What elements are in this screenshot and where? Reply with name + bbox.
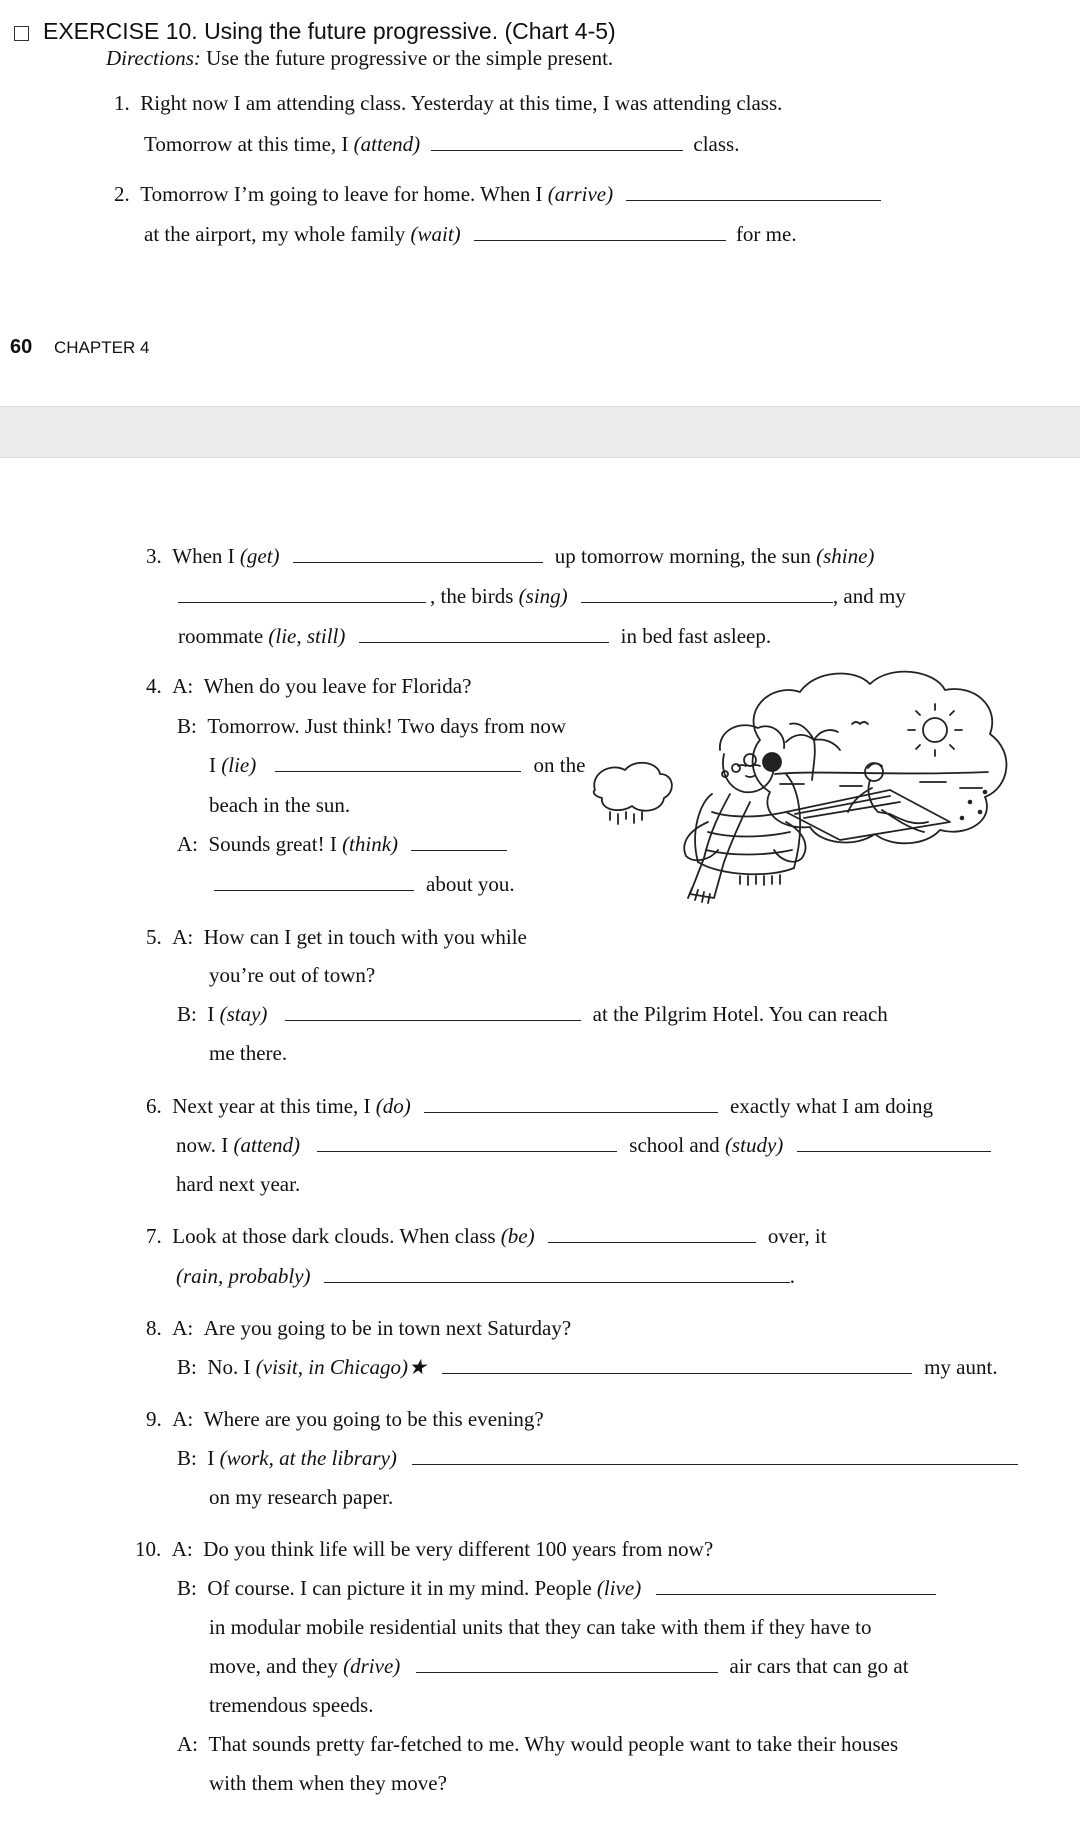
item-1-line-1: 1. Right now I am attending class. Yesterday at this time, I was attending class. (114, 91, 783, 115)
item-4-line-6: about you. (214, 871, 515, 897)
answer-blank[interactable] (431, 150, 683, 151)
answer-blank[interactable] (581, 602, 833, 603)
item-4-line-1: 4. A: When do you leave for Florida? (146, 674, 472, 698)
item-2-line-1: 2. Tomorrow I’m going to leave for home. When I (arrive) (114, 181, 881, 207)
item-5-line-1: 5. A: How can I get in touch with you while (146, 925, 527, 949)
directions-label: Directions: (106, 46, 201, 70)
item-5-line-3: B: I (stay) at the Pilgrim Hotel. You can reach (177, 1002, 888, 1026)
answer-blank[interactable] (548, 1242, 756, 1243)
item-3-line-1: 3. When I (get) up tomorrow morning, the sun (shine) (146, 544, 875, 568)
answer-blank[interactable] (626, 200, 881, 201)
answer-blank[interactable] (797, 1151, 991, 1152)
directions-text: Use the future progressive or the simple present. (206, 46, 614, 70)
answer-blank[interactable] (416, 1672, 718, 1673)
item-4-line-3: I (lie) on the (209, 753, 586, 777)
item-9-line-2: B: I (work, at the library) (177, 1445, 1018, 1471)
item-8-line-1: 8. A: Are you going to be in town next Saturday? (146, 1316, 572, 1340)
item-10-line-2: B: Of course. I can picture it in my mind. People (live) (177, 1575, 936, 1601)
chapter-label: CHAPTER 4 (54, 338, 150, 357)
item-6-line-1: 6. Next year at this time, I (do) exactly what I am doing (146, 1094, 933, 1118)
item-10-line-6: A: That sounds pretty far-fetched to me. Why would people want to take their houses (177, 1732, 899, 1756)
item-10-line-5: tremendous speeds. (209, 1693, 374, 1717)
answer-blank[interactable] (656, 1594, 936, 1595)
item-8-line-2: B: No. I (visit, in Chicago)★ my aunt. (177, 1355, 998, 1379)
item-10-line-1: 10. A: Do you think life will be very different 100 years from now? (135, 1537, 714, 1561)
directions (106, 46, 613, 71)
answer-blank[interactable] (474, 240, 726, 241)
answer-blank[interactable] (275, 771, 521, 772)
item-5-line-4: me there. (209, 1041, 288, 1065)
item-9-line-1: 9. A: Where are you going to be this evening? (146, 1407, 544, 1431)
page-separator (0, 406, 1080, 458)
item-3-line-2: , the birds (sing) , and my (178, 583, 906, 609)
answer-blank[interactable] (293, 562, 543, 563)
item-7-line-1: 7. Look at those dark clouds. When class (be) over, it (146, 1224, 827, 1248)
item-6-line-2: now. I (attend) school and (study) (176, 1132, 991, 1158)
item-6-line-3: hard next year. (176, 1172, 301, 1196)
item-10-line-3: in modular mobile residential units that they can take with them if they have to (209, 1615, 872, 1639)
answer-blank[interactable] (411, 850, 507, 851)
item-7-line-2: (rain, probably) . (176, 1264, 796, 1288)
answer-blank[interactable] (442, 1373, 912, 1374)
item-4-line-5: A: Sounds great! I (think) (177, 831, 507, 857)
item-10-line-4: move, and they (drive) air cars that can go at (209, 1654, 909, 1678)
exercise-title: EXERCISE 10. Using the future progressive. (Chart 4-5) (43, 18, 616, 44)
exercise-checkbox[interactable] (14, 26, 29, 41)
answer-blank[interactable] (412, 1464, 1018, 1465)
answer-blank[interactable] (285, 1020, 581, 1021)
winter-beach-dream-illustration (590, 662, 1020, 982)
item-4-line-2: B: Tomorrow. Just think! Two days from now (177, 714, 567, 738)
answer-blank[interactable] (359, 642, 609, 643)
item-1-line-2: Tomorrow at this time, I (attend) class. (144, 132, 740, 156)
item-3-line-3: roommate (lie, still) in bed fast asleep. (178, 624, 772, 648)
answer-blank[interactable] (178, 602, 426, 603)
item-5-line-2: you’re out of town? (209, 963, 376, 987)
answer-blank[interactable] (317, 1151, 617, 1152)
item-10-line-7: with them when they move? (209, 1771, 447, 1795)
answer-blank[interactable] (214, 890, 414, 891)
item-9-line-3: on my research paper. (209, 1485, 394, 1509)
item-4-line-4: beach in the sun. (209, 793, 351, 817)
answer-blank[interactable] (424, 1112, 718, 1113)
answer-blank[interactable] (324, 1282, 790, 1283)
page-number: 60 (10, 336, 33, 358)
item-2-line-2: at the airport, my whole family (wait) for me. (144, 222, 797, 246)
